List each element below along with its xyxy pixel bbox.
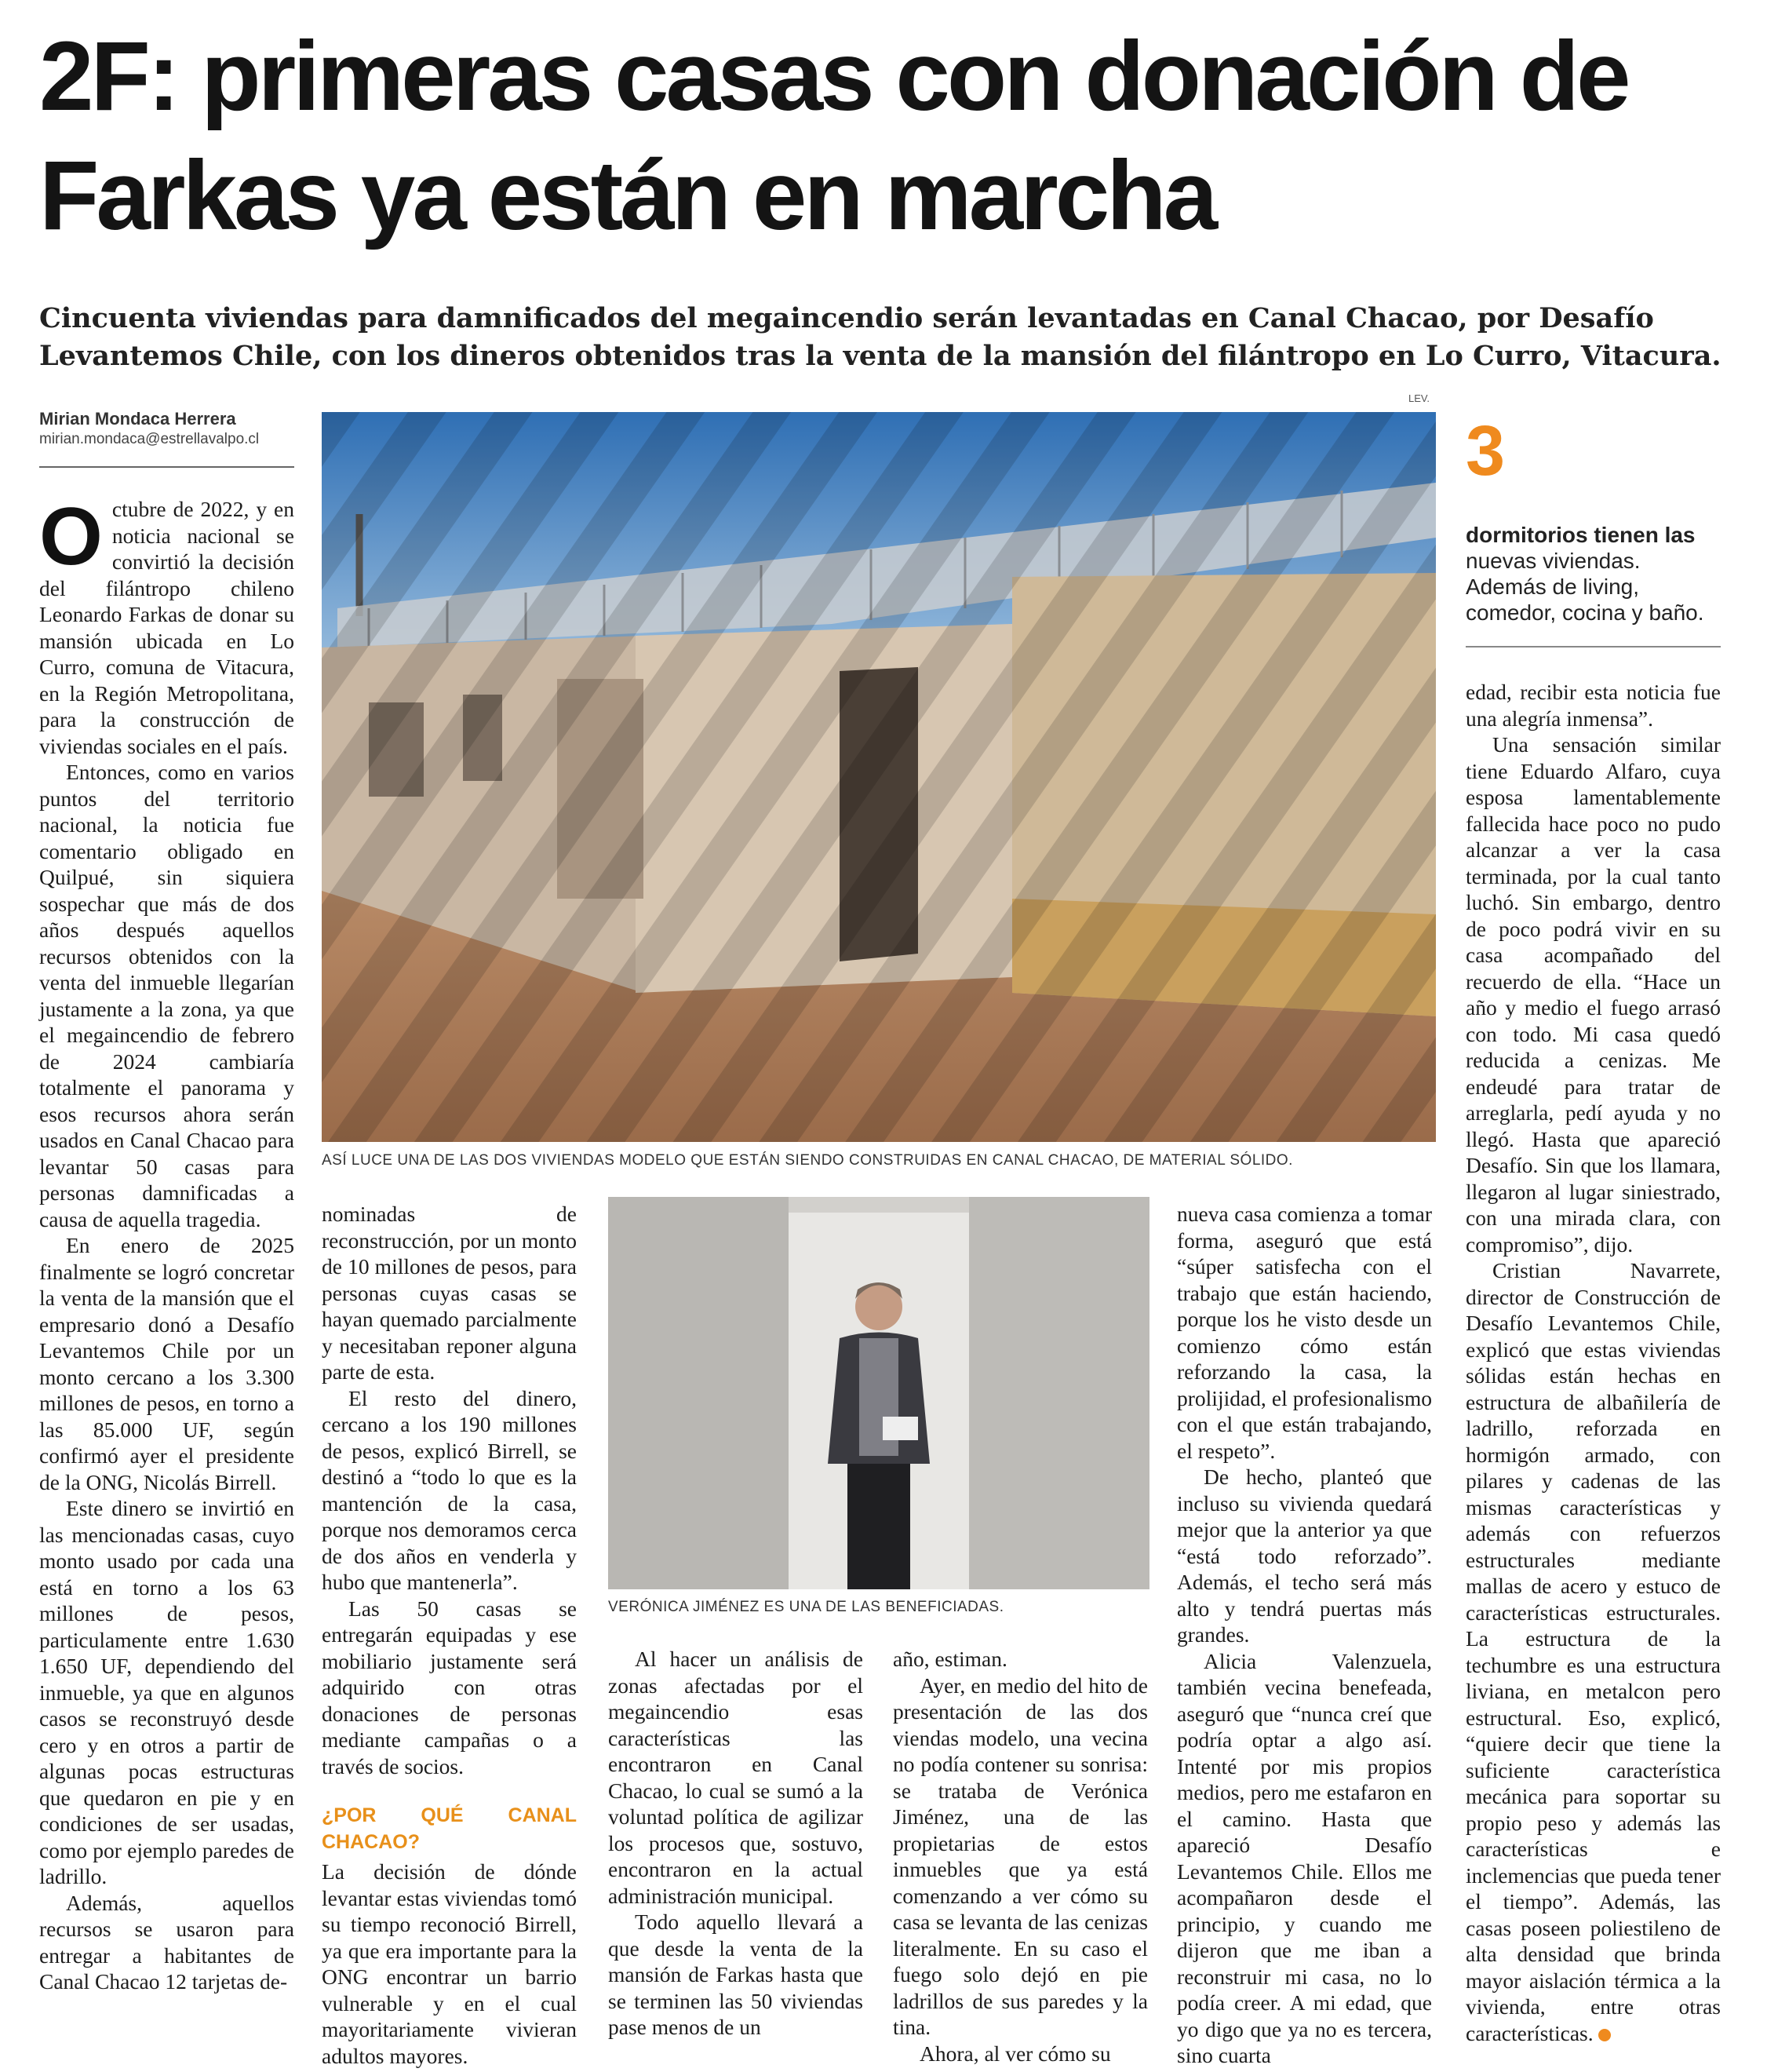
paragraph: En enero de 2025 finalmente se logró concretar la venta de la mansión que el empresario donó a Desafío Levantemos Chile por un monto cercano a los 3.300 millones de pesos, en torno a las 85.000 UF, según confirmó ayer el presidente de la ONG, Nicolás Birrell. — [39, 1233, 294, 1494]
paragraph: año, estiman. — [893, 1647, 1007, 1671]
paragraph: nueva casa comienza a tomar forma, aseguró que está “súper satisfecha con el trabajo que están haciendo, porque los he visto desde un comienzo cómo están reforzando la casa, la prolijidad, el profesionalismo con el que están trabajando, el respeto”. — [1177, 1202, 1432, 1463]
paragraph: Octubre de 2022, y en noticia nacional se convirtió la decisión del filántropo chileno Leonardo Farkas de donar su mansión ubicada en Lo Curro, comuna de Vitacura, en la Región Metropolitana, para la construcción de viviendas sociales en el país. — [39, 491, 294, 758]
photo-credit: LEV. — [1408, 392, 1430, 404]
paragraph: La decisión de dónde levantar estas viviendas tomó su tiempo reconoció Birrell, ya que era importante para la ONG encontrar un barrio vulnerable y en el cual mayoritariamente vivieran adultos mayores. — [322, 1859, 577, 2068]
factbox-rule — [1466, 646, 1721, 648]
construction-photo — [322, 412, 1436, 1142]
paragraph: Alicia Valenzuela, también vecina benefeada, aseguró que “nunca creí que podría optar a algo así. Intenté por mis propios medios, pero me estafaron en el camino. Hasta que apareció Desafío Levantemos Chile. Ellos me acompañaron desde el principio, y cuando me dijeron que me iban a reconstruir mi casa, no lo podía creer. A mi edad, que yo digo que ya no es tercera, sino cuarta — [1177, 1648, 1432, 2067]
paragraph: Ahora, al ver cómo su — [920, 2041, 1111, 2066]
paragraph: edad, recibir esta noticia fue una alegría inmensa”. — [1466, 680, 1721, 731]
column-5 — [1177, 1201, 1432, 2069]
paragraph: Al hacer un análisis de zonas afectadas por el megaincendio esas características las encontraron en Canal Chacao, lo cual se sumó a la voluntad política de agilizar los procesos que, sostuvo, encontraron en la actual administración municipal. — [608, 1647, 863, 1908]
byline — [39, 409, 298, 448]
paragraph: Una sensación similar tiene Eduardo Alfaro, cuya esposa lamentablemente fallecida hace poco no pudo alcanzar a ver la casa terminada, por la cual tanto luchó. Sin embargo, dentro de poco podrá vivir en su casa acompañado del recuerdo de ella. “Hace un año y medio el fuego arrasó con todo. Mi casa quedó reducida a cenizas. Me endeudé para tratar de arreglarla, pedí ayuda y no llegó. Hasta que apareció Desafío. Sin que los llamara, llegaron al lugar siniestrado, con una mirada clara, con compromiso”, dijo. — [1466, 732, 1721, 1257]
paragraph: El resto del dinero, cercano a los 190 millones de pesos, explicó Birrell, se destinó a “todo lo que es la mantención de la casa, porque nos demoramos cerca de dos años en venderla y hubo que mantenerla”. — [322, 1385, 577, 1594]
paragraph: De hecho, planteó que incluso su vivienda quedará mejor que la anterior ya que “está todo reforzado”. Además, el techo será más alto y tendrá puertas más grandes. — [1177, 1465, 1432, 1647]
paragraph: Además, aquellos recursos se usaron para entregar a habitantes de Canal Chacao 12 tarjetas de- — [39, 1890, 294, 1994]
paragraph: nominadas de reconstrucción, por un monto de 10 millones de pesos, para personas cuyas casas se hayan quemado parcialmente y necesitaban reponer alguna parte de esta. — [322, 1202, 577, 1384]
paragraph: Cristian Navarrete, director de Construcción de Desafío Levantemos Chile, explicó que estas viviendas sólidas están hechas en estructura de albañilería de ladrillo, reforzada en hormigón armado, con pilares y cadenas de las mismas características y además con refuerzos estructurales mediante mallas de acero y estuco de características estructurales. La estructura de la techumbre es una estructura liviana, en metalcon pero estructural. Eso, explicó, “quiere decir que tiene la suficiente característica mecánica para soportar su propio peso y además las características e inclemencias que pueda tener el tiempo”. Además, las casas poseen poliestileno de alta densidad que brinda mayor aislación térmica a la vivienda, entre otras características. — [1466, 1258, 1721, 2045]
paragraph: Las 50 casas se entregarán equipadas y ese mobiliario justamente será adquirido con otras donaciones de personas mediante campañas o a través de socios. — [322, 1596, 577, 1778]
paragraph: Este dinero se invirtió en las mencionadas casas, cuyo monto usado por cada una está en torno a los 63 millones de pesos, particulamente entre 1.630 1.650 UF, dependiendo del inmueble, ya que en algunos casos se reconstruyó desde cero y en otros a partir de algunas pocas estructuras que quedaron en pie y en condiciones de ser usadas, como por ejemplo paredes de ladrillo. — [39, 1496, 294, 1888]
column-2 — [322, 1201, 577, 2069]
column-1 — [39, 491, 294, 1995]
factbox-text: nuevas viviendas. Además de living, comedor, cocina y baño. — [1466, 549, 1704, 625]
column-3 — [608, 1646, 863, 2041]
photo2-caption: VERÓNICA JIMÉNEZ ES UNA DE LAS BENEFICIADAS. — [608, 1599, 1004, 1615]
paragraph: Ayer, en medio del hito de presentación de las dos viendas modelo, una vecina no podía contener su sonrisa: se trataba de Verónica Jiménez, una de las propietarias de estos inmuebles que ya está comenzando a ver cómo su casa se levanta de las cenizas literalmente. En su caso el fuego solo dejó en pie ladrillos de sus paredes y la tina. — [893, 1673, 1148, 2039]
author-name: Mirian Mondaca Herrera — [39, 409, 236, 429]
deck: Cincuenta viviendas para damnificados del megaincendio serán levantadas en Canal Chacao, por Desafío Levantemos Chile, con los dineros obtenidos tras la venta de la mansión del filántropo en Lo Curro, Vitacura. — [39, 302, 1721, 372]
paragraph: Todo aquello llevará a que desde la venta de la mansión de Farkas hasta que se terminen las 50 viviendas pase menos de un — [608, 1910, 863, 2039]
author-email: mirian.mondaca@estrellavalpo.cl — [39, 431, 260, 447]
factbox-number: 3 — [1466, 412, 1506, 491]
paragraph: Entonces, como en varios puntos del territorio nacional, la noticia fue comentario obligado en Quilpué, sin siquiera sospechar que más de dos años después aquellos recursos obtenidos con la venta del inmueble llegarían justamente a la zona, ya que el megaincendio de febrero de 2024 cambiaría totalmente el panorama y esos recursos ahora serán usados en Canal Chacao para levantar 50 casas para personas damnificadas a causa de aquella tragedia. — [39, 760, 294, 1231]
headline: 2F: primeras casas con donación de Farkas ya están en marcha — [39, 22, 1628, 250]
book — [883, 1417, 918, 1440]
woman-legs — [847, 1464, 910, 1589]
dropcap: O — [39, 491, 103, 582]
factbox-bold: dormitorios tienen las — [1466, 523, 1696, 547]
beneficiary-photo — [608, 1197, 1149, 1589]
photo1-caption: ASÍ LUCE UNA DE LAS DOS VIVIENDAS MODELO QUE ESTÁN SIENDO CONSTRUIDAS EN CANAL CHACAO, DE MATERIAL SÓLIDO. — [322, 1152, 1293, 1169]
byline-rule — [39, 466, 294, 468]
subheading: ¿POR QUÉ CANAL CHACAO? — [322, 1804, 577, 1853]
end-mark-icon — [1598, 2029, 1611, 2041]
column-6 — [1466, 679, 1721, 2046]
factbox — [1466, 522, 1717, 626]
column-4 — [893, 1646, 1148, 2067]
